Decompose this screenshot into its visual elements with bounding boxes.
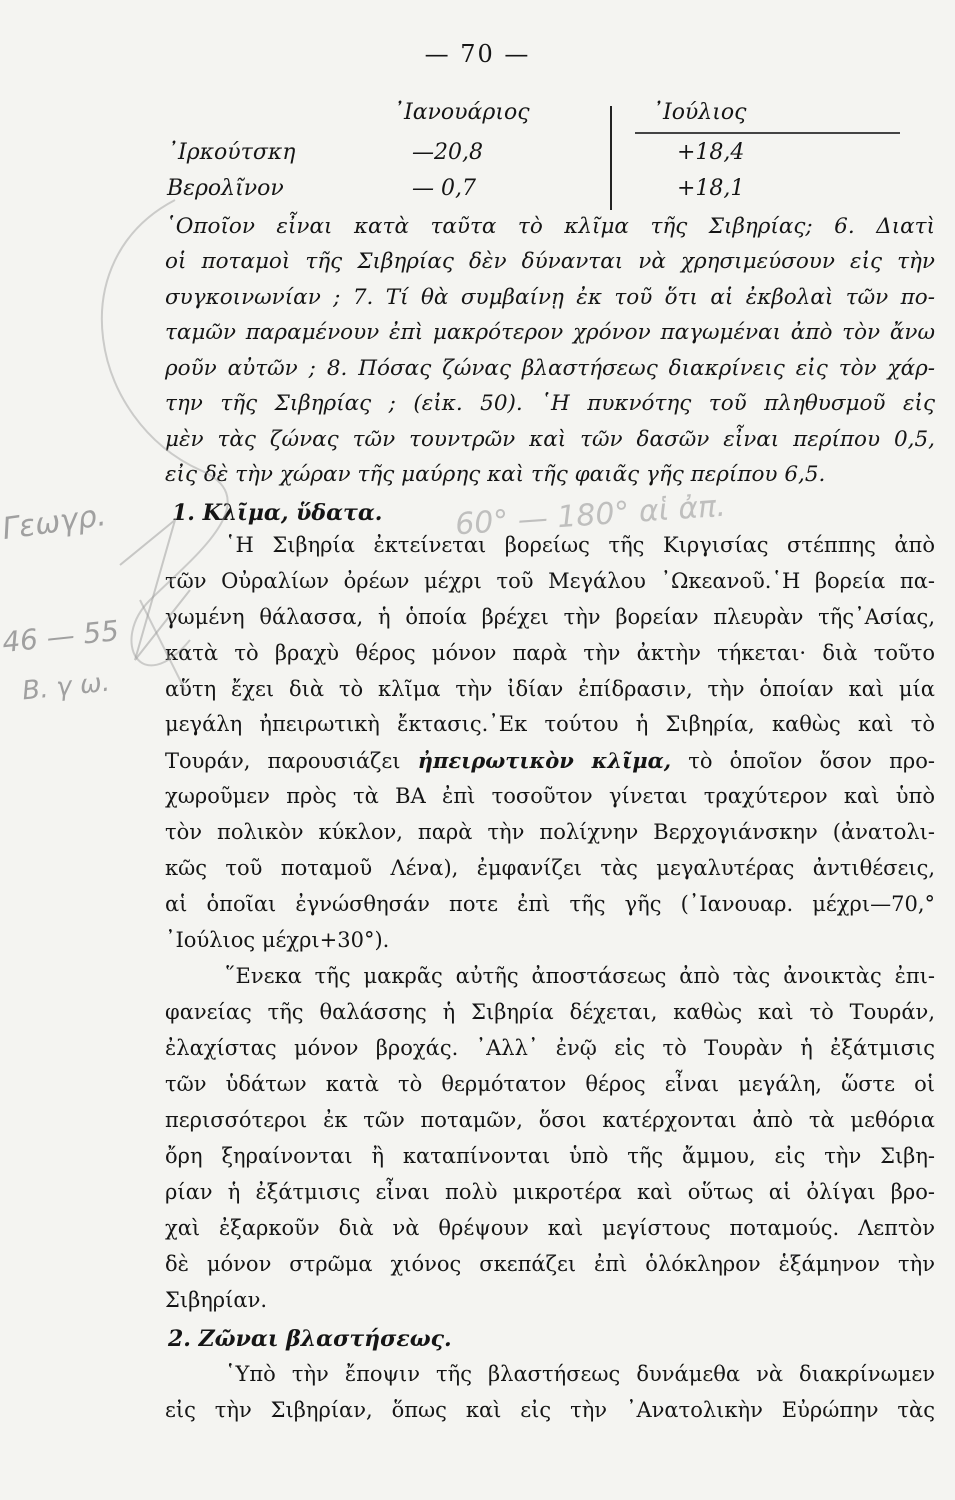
text-line: κατὰ τὸ βραχὺ θέρος μόνον παρὰ τὴν ἀκτὴν τήκεται· διὰ τοῦτο — [165, 641, 935, 665]
pencil-note: Γεωγρ. — [0, 497, 109, 548]
text-line: τῶν ὑδάτων κατὰ τὸ θερμότατον θέρος εἶναι μεγάλη, ὥστε οἱ — [165, 1072, 935, 1096]
text-line: περισσότεροι ἐκ τῶν ποταμῶν, ὅσοι κατέρχονται ἀπὸ τὰ μεθόρια — [165, 1108, 935, 1132]
text-line: τῶν Οὐραλίων ὀρέων μέχρι τοῦ Μεγάλου ᾿Ωκεανοῦ.῾Η βορεία πα- — [165, 569, 935, 593]
section-heading: 2. Ζῶναι βλαστήσεως. — [168, 1326, 452, 1352]
table-row-july: +18,1 — [677, 176, 745, 201]
table-header-january: ᾿Ιανουάριος — [393, 100, 530, 125]
table-header-rule — [635, 132, 900, 134]
table-row-july: +18,4 — [677, 140, 745, 165]
table-divider — [610, 106, 612, 210]
text-line: ὄρη ξηραίνονται ἢ καταπίνονται ὑπὸ τῆς ἄμμου, εἰς τὴν Σιβη- — [165, 1144, 935, 1168]
text-line: συγκοινωνίαν ; 7. Τί θὰ συμβαίνῃ ἐκ τοῦ ὅτι αἱ ἐκβολαὶ τῶν πο- — [165, 285, 935, 310]
text-line: ᾿Ιούλιος μέχρι+30°). — [165, 928, 390, 952]
text-line: ρίαν ἡ ἐξάτμισις εἶναι πολὺ μικροτέρα καὶ οὕτως αἱ ὀλίγαι βρο- — [165, 1180, 935, 1204]
table-row-january: —20,8 — [412, 140, 483, 165]
section-heading: 1. Κλῖμα, ὕδατα. — [172, 500, 383, 526]
text-line: κῶς τοῦ ποταμοῦ Λένα), ἐμφανίζει τὰς μεγαλυτέρας ἀντιθέσεις, — [165, 856, 935, 880]
text-line: ῾Υπὸ τὴν ἔποψιν τῆς βλαστήσεως δυνάμεθα νὰ διακρίνωμεν — [225, 1362, 935, 1386]
table-row-january: — 0,7 — [412, 176, 476, 201]
text-line: ταμῶν παραμένουν ἐπὶ μακρότερον χρόνον παγωμέναι ἀπὸ τὸν ἄνω — [165, 320, 935, 345]
text-line — [165, 748, 935, 773]
text-line: αὕτη ἔχει διὰ τὸ κλῖμα τὴν ἰδίαν ἐπίδρασιν, τὴν ὁποίαν καὶ μία — [165, 677, 935, 701]
table-row-city: Βερολῖνον — [167, 176, 284, 201]
text-line: εἰς δὲ τὴν χώραν τῆς μαύρης καὶ τῆς φαιᾶς γῆς περίπου 6,5. — [165, 462, 826, 487]
text-line: μεγάλη ἠπειρωτικὴ ἔκτασις.᾿Εκ τούτου ἡ Σιβηρία, καθὼς καὶ τὸ — [165, 712, 935, 736]
text-line: Σιβηρίαν. — [165, 1288, 268, 1312]
text-line: ῾Οποῖον εἶναι κατὰ ταῦτα τὸ κλῖμα τῆς Σιβηρίας; 6. Διατὶ — [165, 214, 935, 239]
text-line: χαὶ ἐξαρκοῦν διὰ νὰ θρέψουν καὶ μεγίστους ποταμούς. Λεπτὸν — [165, 1216, 935, 1240]
climate-table — [165, 100, 925, 212]
page-number: — 70 — — [424, 40, 531, 68]
text-line: χωροῦμεν πρὸς τὰ ΒΑ ἐπὶ τοσοῦτον γίνεται τραχύτερον καὶ ὑπὸ — [165, 784, 935, 808]
pencil-note: 46 — 55 — [0, 613, 121, 660]
text-line: δὲ μόνον στρῶμα χιόνος σκεπάζει ἐπὶ ὁλόκληρον ἑξάμηνον τὴν — [165, 1252, 935, 1276]
text-span: Τουράν, παρουσιάζει — [165, 749, 401, 773]
text-line: τὸν πολικὸν κύκλον, παρὰ τὴν πολίχνην Βερχογιάνσκην (ἀνατολι- — [165, 820, 935, 844]
table-header-july: ᾿Ιούλιος — [652, 100, 747, 125]
text-line: ροῦν αὐτῶν ; 8. Πόσας ζώνας βλαστήσεως διακρίνεις εἰς τὸν χάρ- — [165, 356, 935, 381]
text-line: την τῆς Σιβηρίας ; (εἰκ. 50). ῾Η πυκνότης τοῦ πληθυσμοῦ εἰς — [165, 391, 935, 416]
text-line: ῞Ενεκα τῆς μακρᾶς αὐτῆς ἀποστάσεως ἀπὸ τὰς ἀνοικτὰς ἐπι- — [225, 964, 935, 988]
text-span: τὸ ὁποῖον ὅσον προ- — [688, 749, 935, 773]
text-line: οἱ ποταμοὶ τῆς Σιβηρίας δὲν δύνανται νὰ χρησιμεύσουν εἰς τὴν — [165, 249, 935, 274]
text-line: γωμένη θάλασσα, ἡ ὁποία βρέχει τὴν βορείαν πλευρὰν τῆς᾿Ασίας, — [165, 605, 935, 629]
table-row-city: ᾿Ιρκούτσκη — [167, 140, 296, 165]
text-line: ἐλαχίστας μόνον βροχάς. ᾿Αλλ᾿ ἐνῷ εἰς τὸ Τουρὰν ἡ ἐξάτμισις — [165, 1036, 935, 1060]
text-line: φανείας τῆς θαλάσσης ἡ Σιβηρία δέχεται, καθὼς καὶ τὸ Τουράν, — [165, 1000, 935, 1024]
text-line: εἰς τὴν Σιβηρίαν, ὅπως καὶ εἰς τὴν ᾿Ανατολικὴν Εὐρώπην τὰς — [165, 1398, 935, 1422]
text-line: μὲν τὰς ζώνας τῶν τουντρῶν καὶ τῶν δασῶν εἶναι περίπου 0,5, — [165, 427, 935, 452]
emphasis-continental-climate: ἠπειρωτικὸν κλῖμα, — [417, 748, 672, 773]
text-line: ῾Η Σιβηρία ἐκτείνεται βορείως τῆς Κιργισίας στέππης ἀπὸ — [225, 533, 935, 557]
pencil-note: Β. γ ω. — [20, 667, 112, 707]
pencil-note: 60° — 180° αἱ ἀπ. — [454, 488, 727, 543]
text-line: αἱ ὁποῖαι ἐγνώσθησάν ποτε ἐπὶ τῆς γῆς (᾿Ιανουαρ. μέχρι—70,° — [165, 892, 935, 916]
